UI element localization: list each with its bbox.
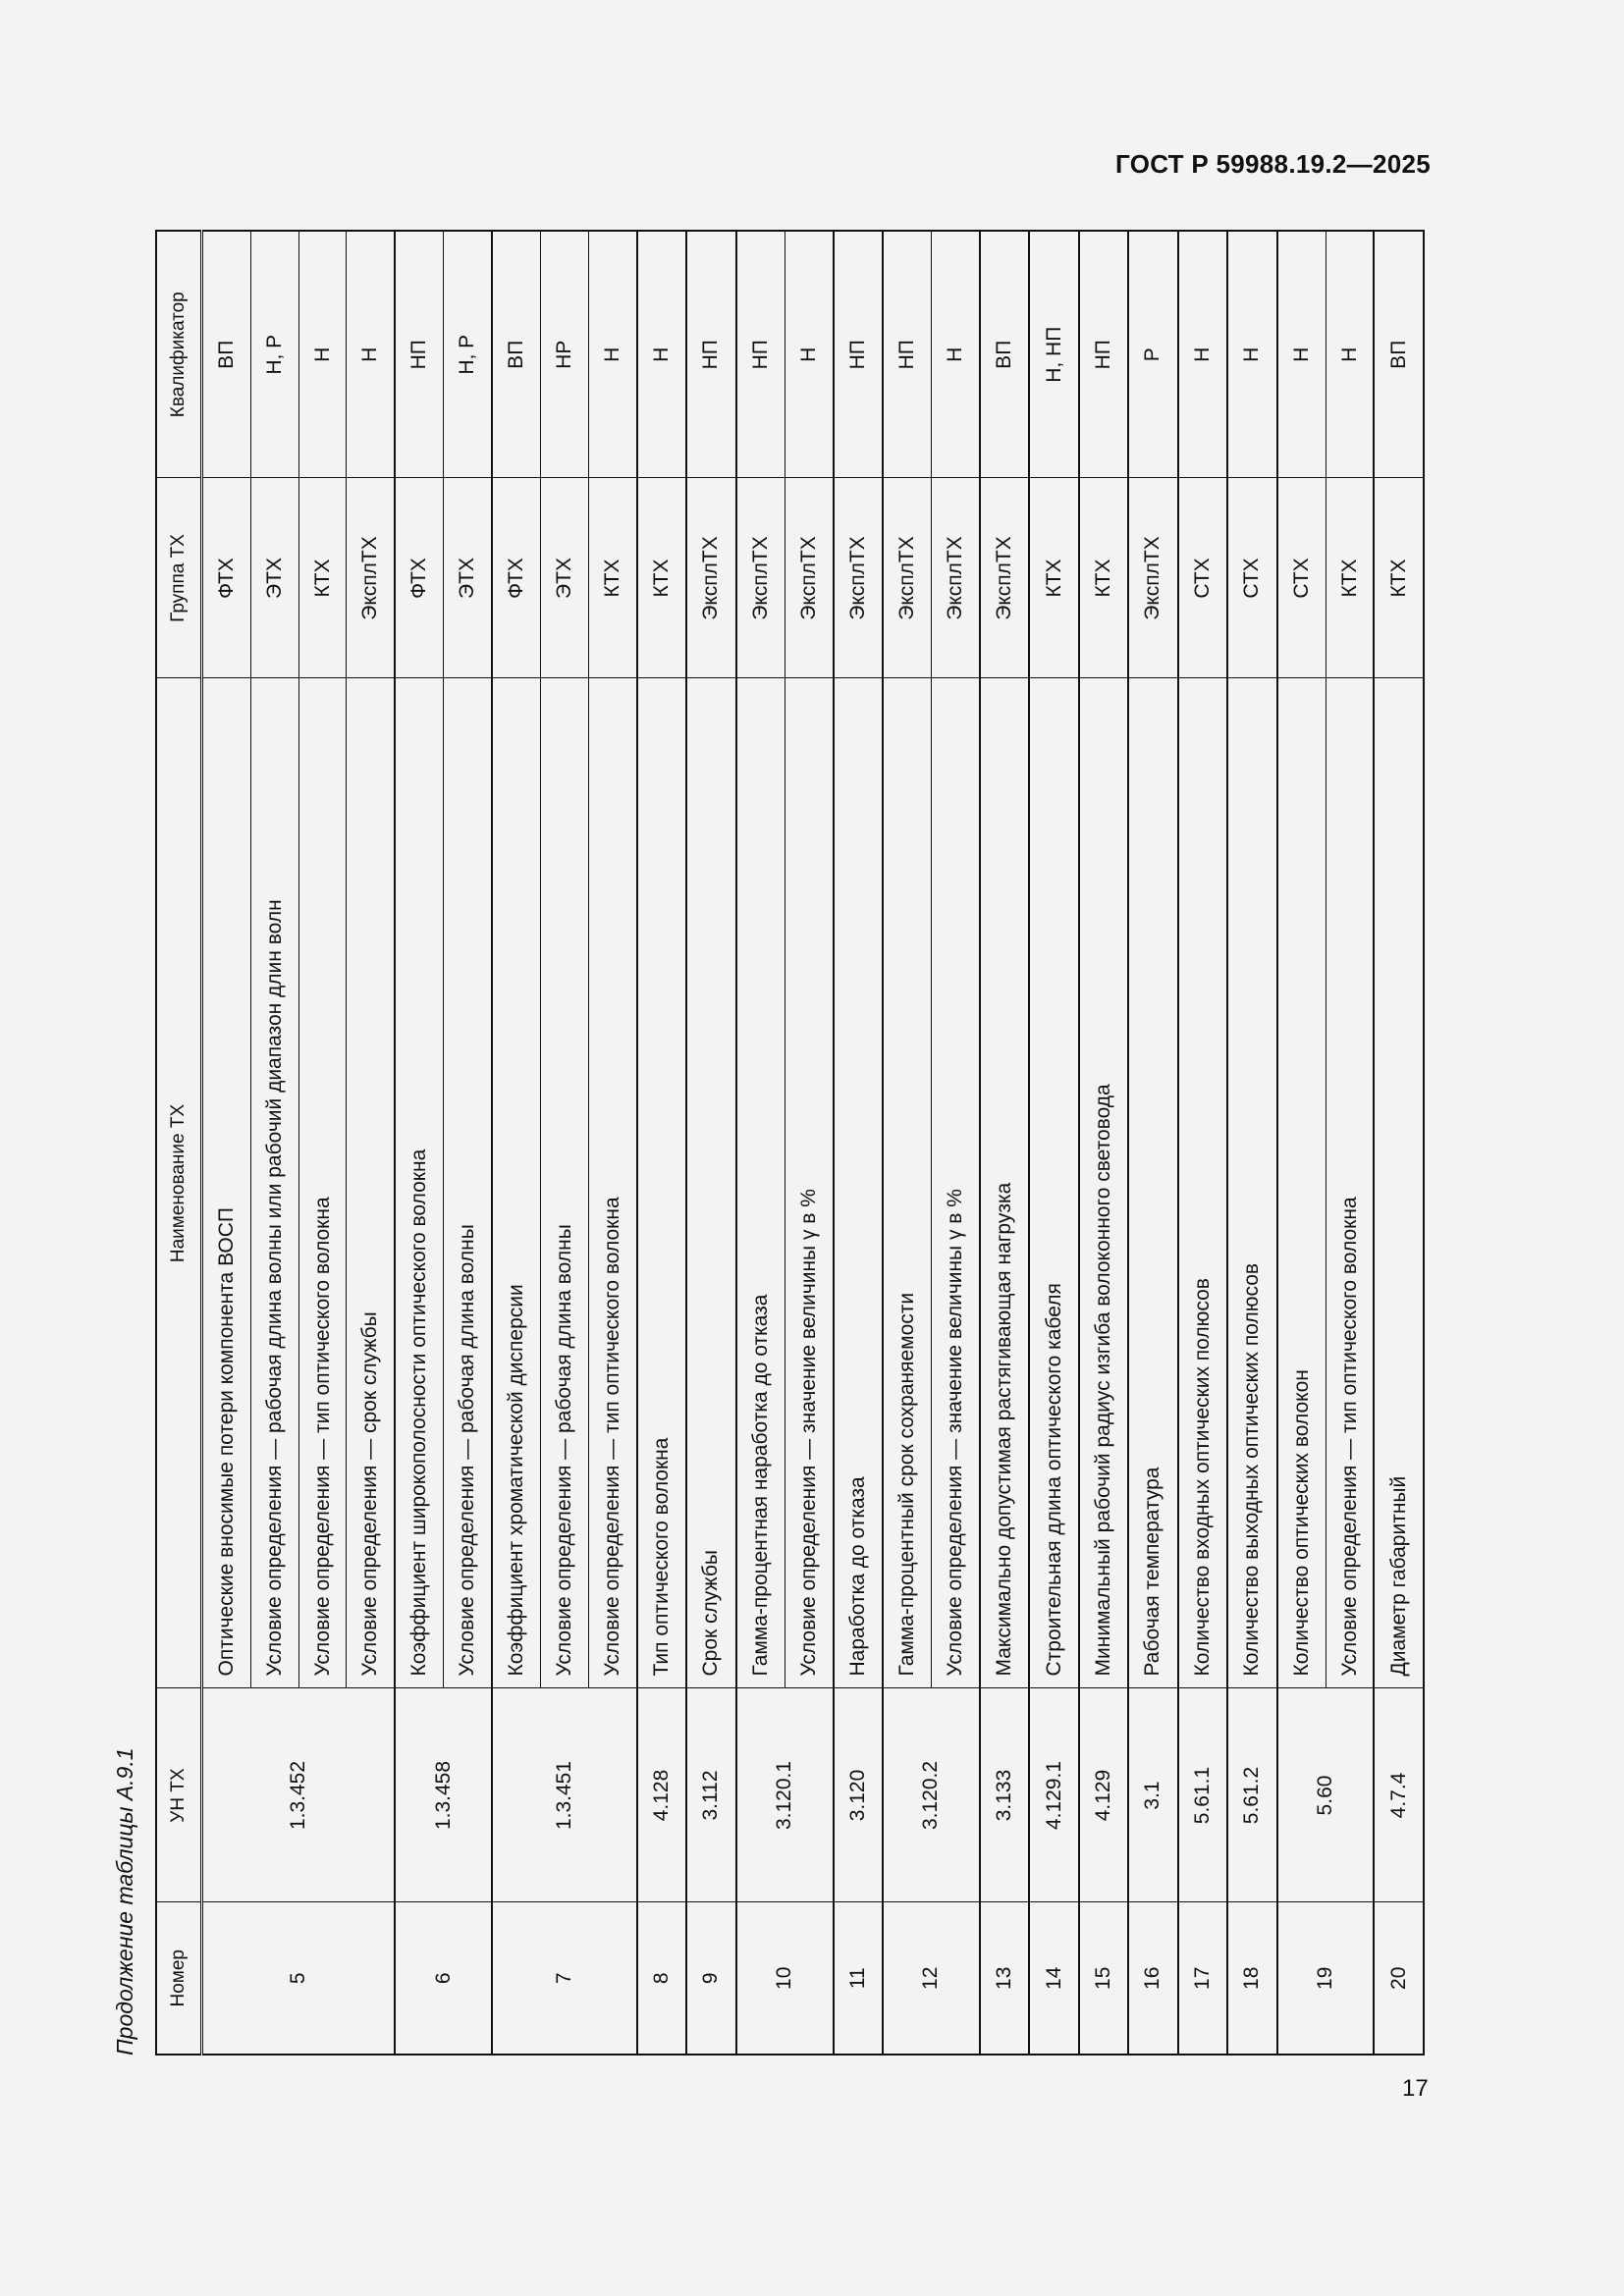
cell-qualifier: Н, НП — [1029, 231, 1078, 478]
cell-name: Количество выходных оптических полюсов — [1227, 678, 1276, 1688]
cell-qualifier: ВП — [492, 231, 540, 478]
cell-group: ЭксплТХ — [785, 478, 833, 678]
cell-group: ЭТХ — [541, 478, 588, 678]
column-header-qualifier: Квалификатор — [156, 231, 202, 478]
cell-number: 11 — [834, 1902, 883, 2055]
table-row — [1277, 231, 1326, 2055]
cell-name: Наработка до отказа — [834, 678, 883, 1688]
document-id: ГОСТ Р 59988.19.2—2025 — [1115, 149, 1431, 179]
cell-name: Коэффициент хроматической дисперсии — [492, 678, 540, 1688]
cell-name: Гамма-процентный срок сохраняемости — [883, 678, 931, 1688]
cell-group: КТХ — [298, 478, 346, 678]
cell-group: ЭксплТХ — [883, 478, 931, 678]
cell-qualifier: НП — [834, 231, 883, 478]
cell-qualifier: ВП — [1374, 231, 1424, 478]
cell-name: Оптические вносимые потери компонента ВОСП — [202, 678, 251, 1688]
cell-group: КТХ — [1326, 478, 1374, 678]
page-number: 17 — [1402, 2075, 1429, 2102]
table-row — [637, 231, 686, 2055]
cell-name: Количество оптических волокон — [1277, 678, 1326, 1688]
cell-group: ЭксплТХ — [980, 478, 1029, 678]
cell-qualifier: Н, Р — [251, 231, 298, 478]
cell-qualifier: Н — [637, 231, 686, 478]
table-row — [1079, 231, 1128, 2055]
cell-name: Условие определения — рабочая длина волны — [541, 678, 588, 1688]
cell-group: ЭТХ — [251, 478, 298, 678]
cell-qualifier: Р — [1128, 231, 1177, 478]
cell-qualifier: НП — [395, 231, 443, 478]
cell-number: 13 — [980, 1902, 1029, 2055]
cell-group: ЭксплТХ — [834, 478, 883, 678]
cell-name: Строительная длина оптического кабеля — [1029, 678, 1078, 1688]
cell-number: 9 — [686, 1902, 735, 2055]
cell-name: Количество входных оптических полюсов — [1178, 678, 1227, 1688]
cell-number: 10 — [736, 1902, 834, 2055]
cell-qualifier: Н, Р — [444, 231, 492, 478]
cell-code: 1.3.451 — [492, 1688, 636, 1902]
cell-group: СТХ — [1227, 478, 1276, 678]
cell-name: Условие определения — рабочая длина волны или рабочий диапазон длин волн — [251, 678, 298, 1688]
cell-qualifier: НП — [686, 231, 735, 478]
cell-group: ЭксплТХ — [931, 478, 979, 678]
cell-qualifier: Н — [298, 231, 346, 478]
column-header-code: УН ТХ — [156, 1688, 202, 1902]
cell-name: Тип оптического волокна — [637, 678, 686, 1688]
cell-qualifier: ВП — [202, 231, 251, 478]
cell-code: 5.61.1 — [1178, 1688, 1227, 1902]
cell-qualifier: Н — [1277, 231, 1326, 478]
table-row — [686, 231, 735, 2055]
cell-number: 19 — [1277, 1902, 1375, 2055]
cell-name: Максимально допустимая растягивающая нагрузка — [980, 678, 1029, 1688]
cell-name: Диаметр габаритный — [1374, 678, 1424, 1688]
table-row — [883, 231, 931, 2055]
cell-number: 6 — [395, 1902, 492, 2055]
cell-number: 18 — [1227, 1902, 1276, 2055]
cell-name: Гамма-процентная наработка до отказа — [736, 678, 785, 1688]
cell-code: 4.129 — [1079, 1688, 1128, 1902]
cell-qualifier: Н — [785, 231, 833, 478]
cell-name: Условие определения — срок службы — [347, 678, 395, 1688]
cell-group: СТХ — [1277, 478, 1326, 678]
cell-qualifier: Н — [1326, 231, 1374, 478]
cell-qualifier: НР — [541, 231, 588, 478]
table-row — [1374, 231, 1424, 2055]
cell-group: КТХ — [637, 478, 686, 678]
cell-name: Срок службы — [686, 678, 735, 1688]
cell-code: 3.112 — [686, 1688, 735, 1902]
table-row — [1227, 231, 1276, 2055]
cell-group: ФТХ — [492, 478, 540, 678]
cell-number: 8 — [637, 1902, 686, 2055]
cell-number: 17 — [1178, 1902, 1227, 2055]
cell-group: ЭксплТХ — [686, 478, 735, 678]
cell-group: КТХ — [1079, 478, 1128, 678]
cell-name: Рабочая температура — [1128, 678, 1177, 1688]
cell-number: 16 — [1128, 1902, 1177, 2055]
cell-qualifier: Н — [588, 231, 636, 478]
cell-name: Условие определения — значение величины γ в % — [931, 678, 979, 1688]
cell-qualifier: НП — [883, 231, 931, 478]
cell-code: 3.133 — [980, 1688, 1029, 1902]
cell-number: 7 — [492, 1902, 636, 2055]
cell-name: Условие определения — рабочая длина волны — [444, 678, 492, 1688]
cell-number: 20 — [1374, 1902, 1424, 2055]
cell-number: 12 — [883, 1902, 980, 2055]
cell-code: 5.61.2 — [1227, 1688, 1276, 1902]
cell-name: Условие определения — тип оптического волокна — [1326, 678, 1374, 1688]
table-row — [395, 231, 443, 2055]
table-row — [492, 231, 540, 2055]
cell-qualifier: Н — [347, 231, 395, 478]
cell-group: КТХ — [1374, 478, 1424, 678]
table-row — [1178, 231, 1227, 2055]
cell-name: Условие определения — значение величины γ в % — [785, 678, 833, 1688]
cell-qualifier: Н — [1227, 231, 1276, 478]
cell-number: 5 — [202, 1902, 396, 2055]
table-row — [736, 231, 785, 2055]
cell-group: ФТХ — [202, 478, 251, 678]
cell-name: Условие определения — тип оптического волокна — [588, 678, 636, 1688]
cell-code: 3.120.2 — [883, 1688, 980, 1902]
table-header-row — [156, 231, 202, 2055]
cell-name: Коэффициент широкополосности оптического волокна — [395, 678, 443, 1688]
table-body — [202, 231, 1425, 2055]
table-row — [980, 231, 1029, 2055]
cell-code: 3.120.1 — [736, 1688, 834, 1902]
table-row — [202, 231, 251, 2055]
table-row — [1029, 231, 1078, 2055]
cell-qualifier: ВП — [980, 231, 1029, 478]
cell-group: ЭТХ — [444, 478, 492, 678]
cell-group: ФТХ — [395, 478, 443, 678]
cell-qualifier: НП — [736, 231, 785, 478]
table-caption: Продолжение таблицы А.9.1 — [112, 1747, 137, 2056]
cell-qualifier: Н — [1178, 231, 1227, 478]
cell-code: 3.1 — [1128, 1688, 1177, 1902]
cell-group: ЭксплТХ — [347, 478, 395, 678]
column-header-number: Номер — [156, 1902, 202, 2055]
cell-code: 4.128 — [637, 1688, 686, 1902]
cell-number: 15 — [1079, 1902, 1128, 2055]
cell-group: КТХ — [588, 478, 636, 678]
column-header-group: Группа ТХ — [156, 478, 202, 678]
cell-qualifier: НП — [1079, 231, 1128, 478]
column-header-name: Наименование ТХ — [156, 678, 202, 1688]
cell-code: 3.120 — [834, 1688, 883, 1902]
cell-name: Минимальный рабочий радиус изгиба волоконного световода — [1079, 678, 1128, 1688]
cell-number: 14 — [1029, 1902, 1078, 2055]
table-row — [834, 231, 883, 2055]
cell-code: 4.129.1 — [1029, 1688, 1078, 1902]
characteristics-table — [155, 230, 1425, 2056]
cell-code: 5.60 — [1277, 1688, 1375, 1902]
characteristics-table-container — [155, 232, 1425, 2056]
cell-name: Условие определения — тип оптического волокна — [298, 678, 346, 1688]
cell-code: 4.7.4 — [1374, 1688, 1424, 1902]
cell-qualifier: Н — [931, 231, 979, 478]
cell-group: КТХ — [1029, 478, 1078, 678]
cell-group: ЭксплТХ — [1128, 478, 1177, 678]
cell-group: ЭксплТХ — [736, 478, 785, 678]
cell-group: СТХ — [1178, 478, 1227, 678]
table-row — [1128, 231, 1177, 2055]
cell-code: 1.3.458 — [395, 1688, 492, 1902]
cell-code: 1.3.452 — [202, 1688, 396, 1902]
